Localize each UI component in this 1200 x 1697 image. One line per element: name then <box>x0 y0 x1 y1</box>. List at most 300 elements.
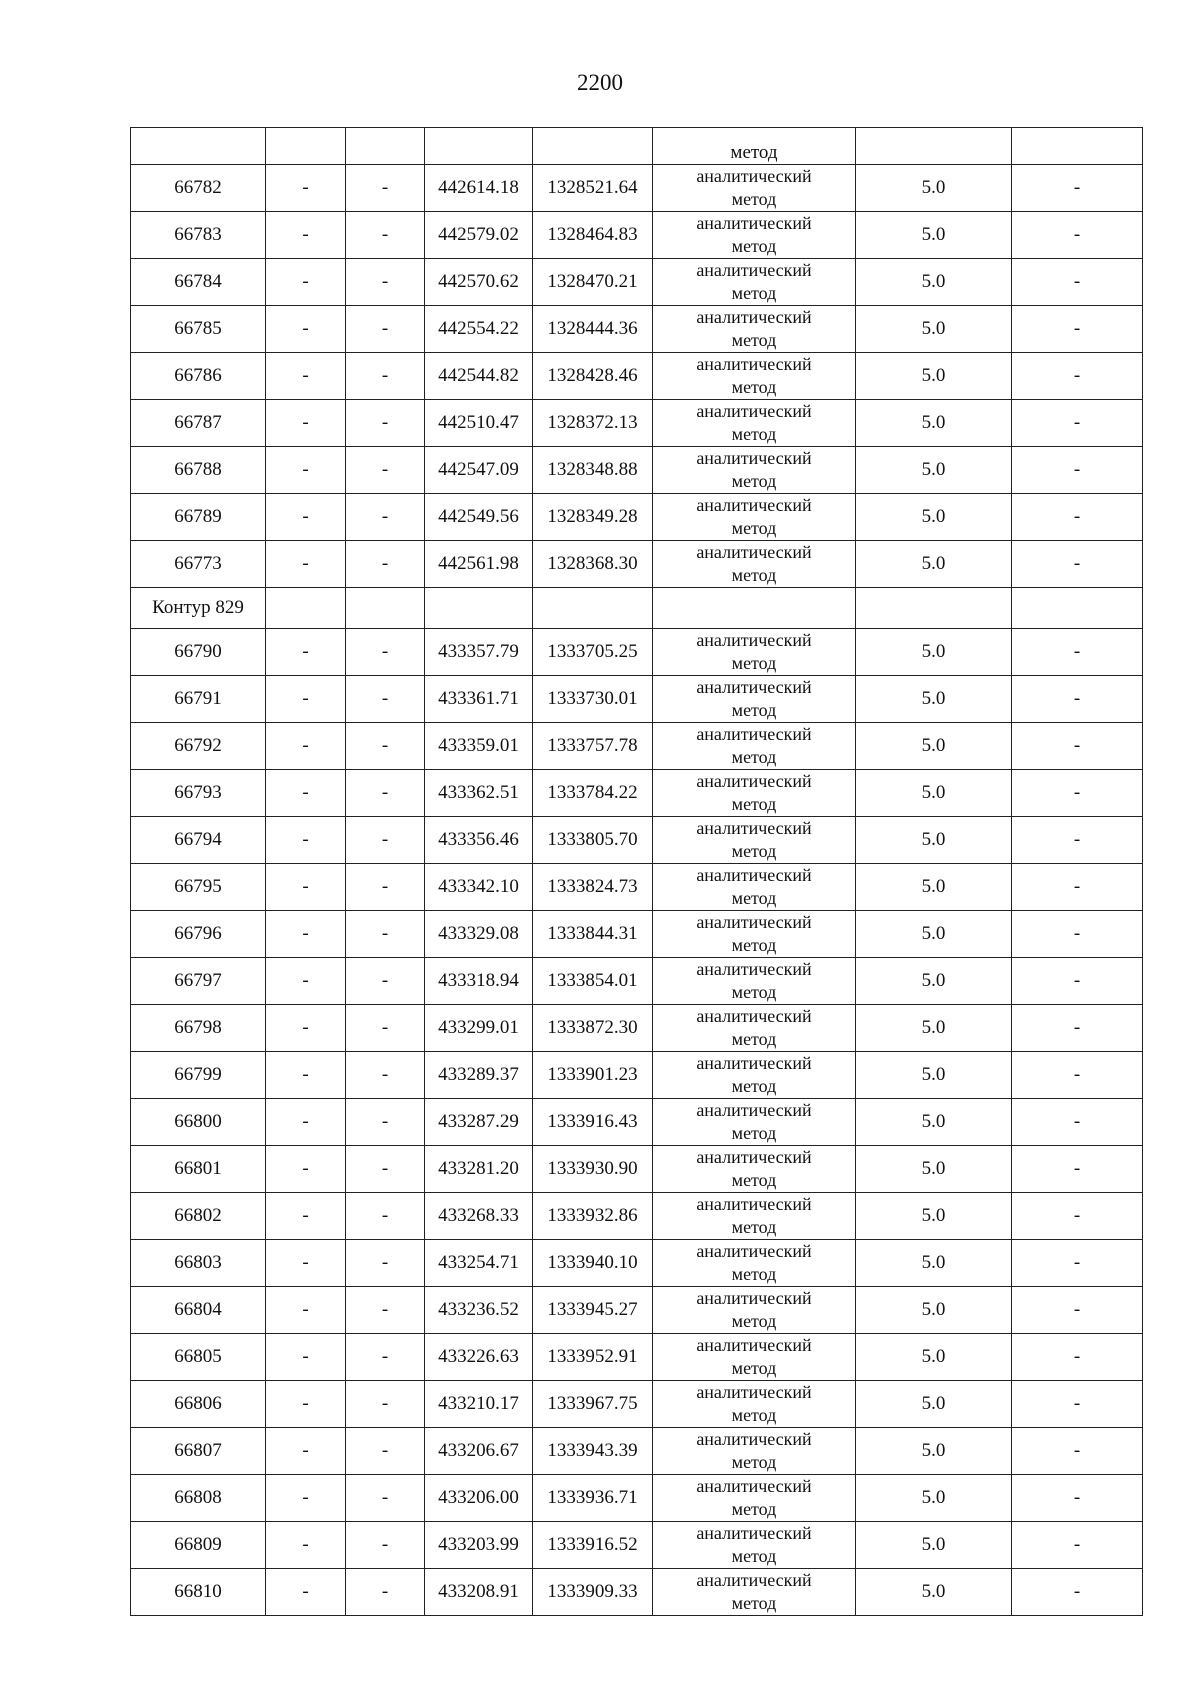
cell-method <box>653 676 856 723</box>
cell-dash: - <box>1012 1569 1143 1616</box>
cell-x-coordinate: 433361.71 <box>425 676 533 723</box>
method-line-2: метод <box>731 794 777 814</box>
table-row <box>131 958 1143 1005</box>
cell-method <box>653 1052 856 1099</box>
cell-point-number: 66793 <box>131 770 266 817</box>
method-line-2: метод <box>731 1123 777 1143</box>
cell-point-number: 66789 <box>131 494 266 541</box>
cell-point-number: 66788 <box>131 447 266 494</box>
cell-dash: - <box>1012 259 1143 306</box>
method-line-2: метод <box>731 1499 777 1519</box>
cell-point-number: 66797 <box>131 958 266 1005</box>
method-line-2: метод <box>731 653 777 673</box>
method-line-2: метод <box>731 747 777 767</box>
cell-point-number: 66783 <box>131 212 266 259</box>
cell-dash: - <box>266 541 346 588</box>
cell-dash: - <box>1012 212 1143 259</box>
cell-method <box>653 1428 856 1475</box>
cell-x-coordinate: 433236.52 <box>425 1287 533 1334</box>
cell-dash: - <box>266 817 346 864</box>
table-row <box>131 1381 1143 1428</box>
cell-method <box>653 629 856 676</box>
table-row <box>131 1193 1143 1240</box>
method-line-1: аналитический <box>696 771 812 791</box>
method-line-2: метод <box>731 841 777 861</box>
cell-point-number: 66805 <box>131 1334 266 1381</box>
method-line-2: метод <box>731 1311 777 1331</box>
method-line-2: метод <box>731 1076 777 1096</box>
cell-accuracy: 5.0 <box>856 541 1012 588</box>
cell-dash: - <box>1012 864 1143 911</box>
method-line-2: метод <box>731 935 777 955</box>
method-line-2: метод <box>731 1029 777 1049</box>
cell-accuracy: 5.0 <box>856 770 1012 817</box>
method-line-1: аналитический <box>696 1194 812 1214</box>
method-line-1: аналитический <box>696 724 812 744</box>
method-line-2: метод <box>731 1546 777 1566</box>
method-line-2: метод <box>731 565 777 585</box>
cell-empty <box>856 588 1012 629</box>
cell-accuracy: 5.0 <box>856 1428 1012 1475</box>
cell-accuracy: 5.0 <box>856 1334 1012 1381</box>
cell-point-number: 66801 <box>131 1146 266 1193</box>
cell-y-coordinate: 1328428.46 <box>533 353 653 400</box>
cell-y-coordinate: 1328521.64 <box>533 165 653 212</box>
cell-dash: - <box>346 958 425 1005</box>
cell-dash: - <box>266 1522 346 1569</box>
cell-dash: - <box>1012 1381 1143 1428</box>
method-line-2: метод <box>731 377 777 397</box>
method-line-2: метод <box>731 471 777 491</box>
cell-empty <box>346 128 425 165</box>
cell-point-number: 66808 <box>131 1475 266 1522</box>
cell-dash: - <box>346 212 425 259</box>
method-line-1: аналитический <box>696 1335 812 1355</box>
method-line-1: аналитический <box>696 1476 812 1496</box>
cell-dash: - <box>1012 541 1143 588</box>
cell-y-coordinate: 1328349.28 <box>533 494 653 541</box>
cell-accuracy: 5.0 <box>856 864 1012 911</box>
cell-dash: - <box>346 259 425 306</box>
cell-method <box>653 306 856 353</box>
table-row <box>131 1428 1143 1475</box>
cell-dash: - <box>346 165 425 212</box>
cell-y-coordinate: 1333967.75 <box>533 1381 653 1428</box>
cell-method <box>653 212 856 259</box>
cell-method <box>653 958 856 1005</box>
cell-x-coordinate: 442549.56 <box>425 494 533 541</box>
cell-dash: - <box>346 676 425 723</box>
cell-dash: - <box>1012 1052 1143 1099</box>
cell-dash: - <box>346 1475 425 1522</box>
cell-method <box>653 864 856 911</box>
method-line-1: аналитический <box>696 1288 812 1308</box>
method-line-1: аналитический <box>696 1429 812 1449</box>
contour-header-row <box>131 588 1143 629</box>
cell-dash: - <box>346 1287 425 1334</box>
cell-dash: - <box>266 1475 346 1522</box>
method-line-1: аналитический <box>696 495 812 515</box>
cell-accuracy: 5.0 <box>856 1569 1012 1616</box>
cell-dash: - <box>1012 1428 1143 1475</box>
cell-dash: - <box>266 165 346 212</box>
cell-dash: - <box>1012 958 1143 1005</box>
cell-x-coordinate: 433268.33 <box>425 1193 533 1240</box>
cell-dash: - <box>346 911 425 958</box>
cell-x-coordinate: 442547.09 <box>425 447 533 494</box>
cell-empty <box>1012 128 1143 165</box>
cell-x-coordinate: 433289.37 <box>425 1052 533 1099</box>
cell-accuracy: 5.0 <box>856 911 1012 958</box>
cell-point-number: 66795 <box>131 864 266 911</box>
contour-label: Контур 829 <box>131 588 266 629</box>
table-row <box>131 400 1143 447</box>
cell-dash: - <box>346 1240 425 1287</box>
table-row <box>131 1569 1143 1616</box>
cell-point-number: 66790 <box>131 629 266 676</box>
method-line-1: аналитический <box>696 677 812 697</box>
cell-dash: - <box>1012 447 1143 494</box>
table-row <box>131 723 1143 770</box>
cell-accuracy: 5.0 <box>856 1193 1012 1240</box>
method-line-2: метод <box>731 700 777 720</box>
cell-dash: - <box>346 1146 425 1193</box>
method-line-1: аналитический <box>696 1570 812 1590</box>
cell-dash: - <box>346 1193 425 1240</box>
table-row <box>131 353 1143 400</box>
cell-method <box>653 1193 856 1240</box>
cell-method <box>653 911 856 958</box>
table-row <box>131 1005 1143 1052</box>
cell-dash: - <box>346 353 425 400</box>
cell-accuracy: 5.0 <box>856 1240 1012 1287</box>
cell-point-number: 66796 <box>131 911 266 958</box>
table-row <box>131 676 1143 723</box>
cell-x-coordinate: 433208.91 <box>425 1569 533 1616</box>
cell-dash: - <box>346 1381 425 1428</box>
cell-dash: - <box>266 723 346 770</box>
cell-dash: - <box>266 353 346 400</box>
method-line-1: аналитический <box>696 630 812 650</box>
coordinates-table <box>130 127 1143 1616</box>
cell-dash: - <box>266 400 346 447</box>
cell-dash: - <box>346 306 425 353</box>
cell-x-coordinate: 433342.10 <box>425 864 533 911</box>
method-line-1: аналитический <box>696 542 812 562</box>
table-row <box>131 911 1143 958</box>
cell-x-coordinate: 442510.47 <box>425 400 533 447</box>
table-body <box>131 128 1143 1616</box>
cell-dash: - <box>1012 676 1143 723</box>
cell-dash: - <box>266 1569 346 1616</box>
method-line-1: аналитический <box>696 959 812 979</box>
cell-dash: - <box>266 676 346 723</box>
method-line-2: метод <box>731 1593 777 1613</box>
cell-method <box>653 1005 856 1052</box>
table-row <box>131 817 1143 864</box>
cell-point-number: 66799 <box>131 1052 266 1099</box>
method-line-1: аналитический <box>696 912 812 932</box>
cell-empty <box>533 588 653 629</box>
cell-dash: - <box>266 864 346 911</box>
cell-x-coordinate: 442614.18 <box>425 165 533 212</box>
cell-accuracy: 5.0 <box>856 212 1012 259</box>
cell-method <box>653 1287 856 1334</box>
method-line-1: аналитический <box>696 1006 812 1026</box>
table-row <box>131 494 1143 541</box>
cell-dash: - <box>1012 353 1143 400</box>
table-row <box>131 165 1143 212</box>
cell-dash: - <box>266 1240 346 1287</box>
cell-accuracy: 5.0 <box>856 1381 1012 1428</box>
method-line-1: аналитический <box>696 307 812 327</box>
method-line-1: аналитический <box>696 1100 812 1120</box>
cell-dash: - <box>266 306 346 353</box>
cell-point-number: 66787 <box>131 400 266 447</box>
cell-empty <box>425 128 533 165</box>
cell-dash: - <box>346 723 425 770</box>
cell-point-number: 66785 <box>131 306 266 353</box>
cell-empty <box>266 588 346 629</box>
cell-dash: - <box>1012 1099 1143 1146</box>
method-line-2: метод <box>731 1264 777 1284</box>
cell-x-coordinate: 442561.98 <box>425 541 533 588</box>
cell-dash: - <box>266 958 346 1005</box>
cell-point-number: 66802 <box>131 1193 266 1240</box>
cell-dash: - <box>1012 494 1143 541</box>
cell-empty <box>856 128 1012 165</box>
cell-dash: - <box>266 1146 346 1193</box>
cell-dash: - <box>346 629 425 676</box>
cell-y-coordinate: 1333705.25 <box>533 629 653 676</box>
cell-y-coordinate: 1333784.22 <box>533 770 653 817</box>
table-row <box>131 447 1143 494</box>
cell-x-coordinate: 433287.29 <box>425 1099 533 1146</box>
cell-dash: - <box>266 494 346 541</box>
cell-accuracy: 5.0 <box>856 306 1012 353</box>
table-row <box>131 1146 1143 1193</box>
method-line-1: аналитический <box>696 213 812 233</box>
table-row <box>131 259 1143 306</box>
cell-y-coordinate: 1333730.01 <box>533 676 653 723</box>
cell-accuracy: 5.0 <box>856 676 1012 723</box>
cell-method <box>653 541 856 588</box>
cell-y-coordinate: 1328444.36 <box>533 306 653 353</box>
cell-dash: - <box>266 259 346 306</box>
method-line-1: аналитический <box>696 401 812 421</box>
cell-x-coordinate: 433362.51 <box>425 770 533 817</box>
table-row <box>131 1287 1143 1334</box>
cell-dash: - <box>1012 723 1143 770</box>
cell-dash: - <box>266 1334 346 1381</box>
cell-x-coordinate: 433281.20 <box>425 1146 533 1193</box>
cell-method <box>653 165 856 212</box>
method-line-2: метод <box>731 189 777 209</box>
table-row <box>131 770 1143 817</box>
cell-empty <box>425 588 533 629</box>
cell-method <box>653 1381 856 1428</box>
cell-dash: - <box>1012 306 1143 353</box>
cell-empty <box>653 588 856 629</box>
cell-dash: - <box>346 1334 425 1381</box>
cell-method <box>653 723 856 770</box>
cell-dash: - <box>346 817 425 864</box>
cell-y-coordinate: 1328368.30 <box>533 541 653 588</box>
cell-y-coordinate: 1333916.43 <box>533 1099 653 1146</box>
cell-accuracy: 5.0 <box>856 629 1012 676</box>
cell-y-coordinate: 1333757.78 <box>533 723 653 770</box>
cell-accuracy: 5.0 <box>856 165 1012 212</box>
cell-dash: - <box>266 447 346 494</box>
cell-x-coordinate: 442544.82 <box>425 353 533 400</box>
cell-empty <box>346 588 425 629</box>
cell-accuracy: 5.0 <box>856 1052 1012 1099</box>
cell-accuracy: 5.0 <box>856 1005 1012 1052</box>
cell-y-coordinate: 1328348.88 <box>533 447 653 494</box>
page-number: 2200 <box>577 70 623 95</box>
continuation-row <box>131 128 1143 165</box>
cell-y-coordinate: 1333952.91 <box>533 1334 653 1381</box>
table-row <box>131 1522 1143 1569</box>
cell-x-coordinate: 433254.71 <box>425 1240 533 1287</box>
method-line-1: аналитический <box>696 865 812 885</box>
cell-method <box>653 1522 856 1569</box>
cell-dash: - <box>266 911 346 958</box>
cell-dash: - <box>1012 817 1143 864</box>
cell-point-number: 66810 <box>131 1569 266 1616</box>
cell-y-coordinate: 1333940.10 <box>533 1240 653 1287</box>
cell-point-number: 66800 <box>131 1099 266 1146</box>
table-row <box>131 1475 1143 1522</box>
cell-method <box>653 1569 856 1616</box>
cell-method <box>653 259 856 306</box>
cell-method <box>653 1099 856 1146</box>
cell-x-coordinate: 442570.62 <box>425 259 533 306</box>
cell-y-coordinate: 1333936.71 <box>533 1475 653 1522</box>
cell-dash: - <box>346 1569 425 1616</box>
cell-empty <box>266 128 346 165</box>
table-row <box>131 864 1143 911</box>
cell-accuracy: 5.0 <box>856 817 1012 864</box>
cell-method <box>653 494 856 541</box>
cell-x-coordinate: 433318.94 <box>425 958 533 1005</box>
method-line-2: метод <box>731 1452 777 1472</box>
cell-accuracy: 5.0 <box>856 723 1012 770</box>
cell-method <box>653 770 856 817</box>
cell-dash: - <box>346 541 425 588</box>
cell-x-coordinate: 433206.00 <box>425 1475 533 1522</box>
cell-point-number: 66773 <box>131 541 266 588</box>
cell-y-coordinate: 1333916.52 <box>533 1522 653 1569</box>
cell-dash: - <box>1012 1287 1143 1334</box>
method-line-2: метод <box>731 1170 777 1190</box>
cell-y-coordinate: 1328464.83 <box>533 212 653 259</box>
cell-y-coordinate: 1333872.30 <box>533 1005 653 1052</box>
cell-accuracy: 5.0 <box>856 1099 1012 1146</box>
cell-y-coordinate: 1333844.31 <box>533 911 653 958</box>
cell-empty <box>1012 588 1143 629</box>
cell-x-coordinate: 433226.63 <box>425 1334 533 1381</box>
method-line-2: метод <box>731 236 777 256</box>
method-line-1: аналитический <box>696 818 812 838</box>
method-line-1: аналитический <box>696 1523 812 1543</box>
cell-y-coordinate: 1333805.70 <box>533 817 653 864</box>
cell-dash: - <box>1012 400 1143 447</box>
table-row <box>131 212 1143 259</box>
cell-dash: - <box>1012 165 1143 212</box>
cell-accuracy: 5.0 <box>856 1522 1012 1569</box>
cell-dash: - <box>346 770 425 817</box>
method-line-2: метод <box>731 888 777 908</box>
cell-dash: - <box>1012 629 1143 676</box>
cell-point-number: 66786 <box>131 353 266 400</box>
cell-y-coordinate: 1333909.33 <box>533 1569 653 1616</box>
method-line-1: аналитический <box>696 1241 812 1261</box>
cell-y-coordinate: 1333943.39 <box>533 1428 653 1475</box>
cell-y-coordinate: 1333854.01 <box>533 958 653 1005</box>
method-line-2: метод <box>731 518 777 538</box>
cell-dash: - <box>266 629 346 676</box>
cell-point-number: 66798 <box>131 1005 266 1052</box>
cell-accuracy: 5.0 <box>856 353 1012 400</box>
table-row <box>131 1052 1143 1099</box>
cell-method <box>653 1240 856 1287</box>
cell-x-coordinate: 433206.67 <box>425 1428 533 1475</box>
cell-dash: - <box>266 1428 346 1475</box>
cell-point-number: 66784 <box>131 259 266 306</box>
cell-x-coordinate: 433359.01 <box>425 723 533 770</box>
cell-y-coordinate: 1333932.86 <box>533 1193 653 1240</box>
cell-method <box>653 400 856 447</box>
cell-accuracy: 5.0 <box>856 400 1012 447</box>
cell-y-coordinate: 1328470.21 <box>533 259 653 306</box>
cell-accuracy: 5.0 <box>856 1287 1012 1334</box>
cell-accuracy: 5.0 <box>856 1146 1012 1193</box>
cell-dash: - <box>1012 1240 1143 1287</box>
cell-dash: - <box>266 1005 346 1052</box>
cell-x-coordinate: 433203.99 <box>425 1522 533 1569</box>
method-line-2: метод <box>731 1405 777 1425</box>
cell-dash: - <box>346 1005 425 1052</box>
cell-method <box>653 447 856 494</box>
cell-accuracy: 5.0 <box>856 958 1012 1005</box>
method-line-1: аналитический <box>696 448 812 468</box>
method-line-2: метод <box>731 283 777 303</box>
cell-dash: - <box>346 1052 425 1099</box>
cell-accuracy: 5.0 <box>856 1475 1012 1522</box>
cell-x-coordinate: 433329.08 <box>425 911 533 958</box>
cell-point-number: 66792 <box>131 723 266 770</box>
cell-point-number: 66782 <box>131 165 266 212</box>
cell-y-coordinate: 1333930.90 <box>533 1146 653 1193</box>
cell-point-number: 66791 <box>131 676 266 723</box>
cell-x-coordinate: 442554.22 <box>425 306 533 353</box>
cell-dash: - <box>1012 1475 1143 1522</box>
cell-method <box>653 1475 856 1522</box>
table-row <box>131 1334 1143 1381</box>
table-row <box>131 1240 1143 1287</box>
table-row <box>131 629 1143 676</box>
cell-dash: - <box>266 212 346 259</box>
table-row <box>131 1099 1143 1146</box>
cell-dash: - <box>346 1522 425 1569</box>
cell-point-number: 66806 <box>131 1381 266 1428</box>
cell-dash: - <box>1012 911 1143 958</box>
cell-empty <box>533 128 653 165</box>
method-line-2: метод <box>731 1217 777 1237</box>
method-line-1: аналитический <box>696 1382 812 1402</box>
cell-method <box>653 1334 856 1381</box>
